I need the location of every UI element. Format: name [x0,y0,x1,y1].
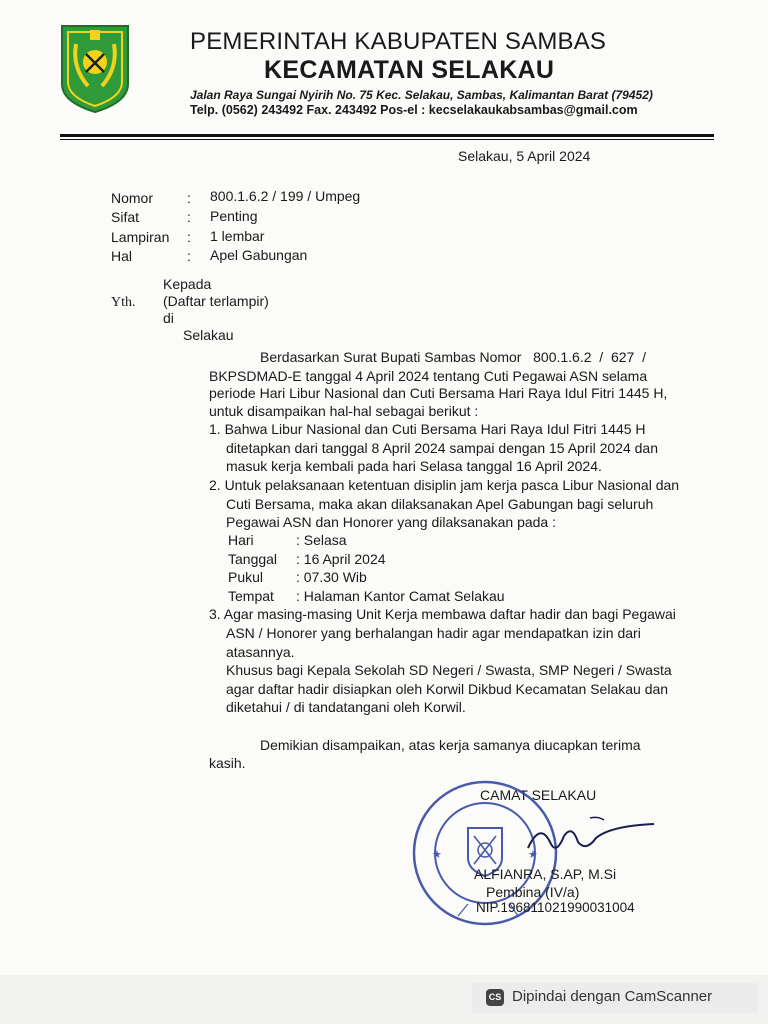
closing-line: kasih. [209,755,246,771]
meta-colon: : [187,248,191,264]
meta-label: Hal [111,248,133,264]
meta-label: Nomor [111,190,154,206]
meta-value: 800.1.6.2 / 199 / Umpeg [210,188,361,204]
government-name: PEMERINTAH KABUPATEN SAMBAS [190,28,607,55]
closing-line: Demikian disampaikan, atas kerja samanya diucapkan terima [260,737,641,753]
intro-line: untuk disampaikan hal-hal sebagai berikut : [209,403,479,419]
header-rule-thin [60,139,714,140]
item1-line: masuk kerja kembali pada hari Selasa tanggal 16 April 2024. [226,458,602,474]
signatory-nip: NIP.196811021990031004 [476,900,635,915]
meta-colon: : [187,190,191,206]
item3-line: atasannya. [226,644,295,660]
schedule-value: : 07.30 Wib [296,569,367,585]
header-rule-thick [60,134,714,137]
intro-line: periode Hari Libur Nasional dan Cuti Bersama Hari Raya Idul Fitri 1445 H, [209,385,668,401]
item3-line: diketahui / di tandatangani oleh Korwil. [226,699,466,715]
office-name: KECAMATAN SELAKAU [264,56,555,84]
schedule-label: Tempat [228,588,274,604]
item3-line: ASN / Honorer yang berhalangan hadir agar mendapatkan izin dari [226,625,641,641]
schedule-value: : 16 April 2024 [296,551,386,567]
recipient-di: di [163,310,174,326]
intro-line: Berdasarkan Surat Bupati Sambas Nomor 800.1.6.2 / 627 / [260,349,646,365]
recipient-kepada: Kepada [163,276,212,292]
item1-line: ditetapkan dari tanggal 8 April 2024 sampai dengan 15 April 2024 dan [226,440,658,456]
item2-line: Pegawai ASN dan Honorer yang dilaksanakan pada : [226,514,556,530]
recipient-place: Selakau [183,327,234,343]
svg-text:★: ★ [528,849,538,861]
signatory-title: CAMAT SELAKAU [480,787,597,803]
handwritten-signature-icon [520,812,660,862]
schedule-label: Hari [228,532,254,548]
schedule-value: : Halaman Kantor Camat Selakau [296,588,505,604]
scanner-watermark-text: Dipindai dengan CamScanner [512,988,713,1005]
signatory-rank: Pembina (IV/a) [486,884,580,900]
meta-value: Apel Gabungan [210,247,308,263]
svg-text:★: ★ [432,849,442,861]
meta-value: Penting [210,208,258,224]
meta-value: 1 lembar [210,228,265,244]
item2-line: 2. Untuk pelaksanaan ketentuan disiplin jam kerja pasca Libur Nasional dan [209,477,680,493]
item3-line: Khusus bagi Kepala Sekolah SD Negeri / Swasta, SMP Negeri / Swasta [226,662,672,678]
item3-line: 3. Agar masing-masing Unit Kerja membawa daftar hadir dan bagi Pegawai [209,606,676,622]
place-date: Selakau, 5 April 2024 [458,148,591,164]
recipient-yth: Yth. [111,295,136,310]
schedule-value: : Selasa [296,532,347,548]
item3-line: agar daftar hadir disiapkan oleh Korwil Dikbud Kecamatan Selakau dan [226,681,669,697]
sambas-regency-logo-icon [58,22,132,114]
office-contact: Telp. (0562) 243492 Fax. 243492 Pos-el : kecselakaukabsambas@gmail.com [190,103,638,117]
meta-label: Lampiran [111,229,170,245]
item2-line: Cuti Bersama, maka akan dilaksanakan Apel Gabungan bagi seluruh [226,496,654,512]
meta-colon: : [187,229,191,245]
camscanner-logo-icon: CS [486,989,504,1006]
schedule-label: Tanggal [228,551,278,567]
meta-label: Sifat [111,209,140,225]
meta-colon: : [187,209,191,225]
office-address: Jalan Raya Sungai Nyirih No. 75 Kec. Selakau, Sambas, Kalimantan Barat (79452) [190,88,653,102]
schedule-label: Pukul [228,569,264,585]
signatory-name: ALFIANRA, S.AP, M.Si [474,866,617,882]
recipient-list: (Daftar terlampir) [163,293,269,309]
item1-line: 1. Bahwa Libur Nasional dan Cuti Bersama Hari Raya Idul Fitri 1445 H [209,421,646,437]
intro-line: BKPSDMAD-E tanggal 4 April 2024 tentang Cuti Pegawai ASN selama [209,368,648,384]
